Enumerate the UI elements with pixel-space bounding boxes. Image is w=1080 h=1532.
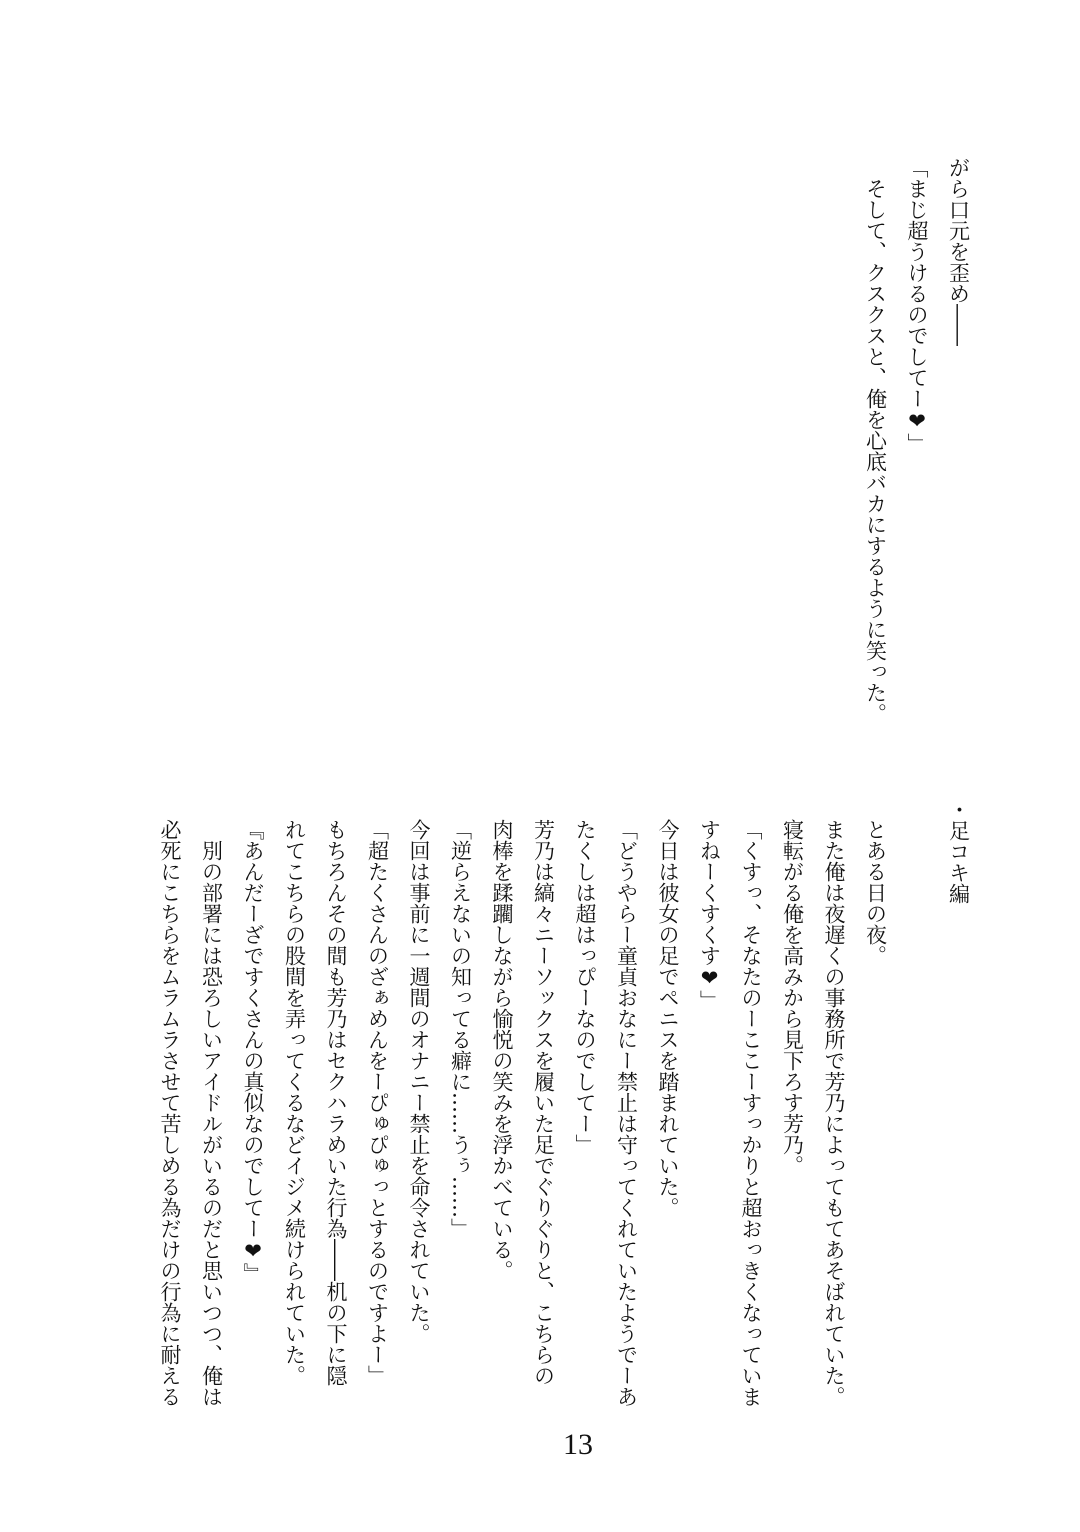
text-column: もちろんその間も芳乃はセクハラめいた行為――机の下に隠 (324, 819, 348, 1386)
text-column: すねーくすくす❤」 (697, 819, 722, 1011)
text-column: がら口元を歪め―― (946, 157, 971, 346)
text-column: たくしは超はっぴーなのでしてー」 (573, 819, 597, 1155)
text-column: 芳乃は縞々ニーソックスを履いた足でぐりぐりと、こちらの (531, 819, 556, 1386)
text-column: 「どうやらー童貞おなにー禁止は守ってくれていたようでーあ (614, 819, 639, 1407)
text-column: 寝転がる俺を高みから見下ろす芳乃。 (780, 819, 805, 1176)
text-column: 今回は事前に一週間のオナニー禁止を命令されていた。 (407, 819, 431, 1344)
text-column: そして、クスクスと、俺を心底バカにするように笑った。 (863, 157, 888, 724)
text-column: 必死にこちらをムラムラさせて苦しめる為だけの行為に耐える (158, 819, 182, 1407)
text-column: れてこちらの股間を弄ってくるなどイジメ続けられていた。 (282, 819, 307, 1386)
text-column: また俺は夜遅くの事務所で芳乃によってもてあそばれていた。 (822, 819, 846, 1407)
text-column: 「逆らえないの知ってる癖に……うぅ……」 (448, 819, 473, 1239)
text-column: 「くすっ、そなたのーここーすっかりと超おっきくなっていま (739, 819, 763, 1407)
text-column: 今日は彼女の足でペニスを踏まれていた。 (656, 819, 680, 1218)
text-column: 別の部署には恐ろしいアイドルがいるのだと思いつつ、俺は (199, 819, 224, 1407)
section-title: ・足コキ編 (946, 799, 971, 904)
text-column: とある日の夜。 (863, 819, 888, 966)
text-column: 肉棒を蹂躙しながら愉悦の笑みを浮かべている。 (490, 819, 514, 1281)
text-column: 『あんだーざですくさんの真似なのでしてー❤』 (241, 819, 265, 1284)
text-column: 「超たくさんのざぁめんをーぴゅぴゅっとするのですよー」 (365, 819, 390, 1386)
text-column: 「まじ超うけるのでしてー❤」 (905, 157, 929, 454)
page-number: 13 (563, 1428, 593, 1461)
